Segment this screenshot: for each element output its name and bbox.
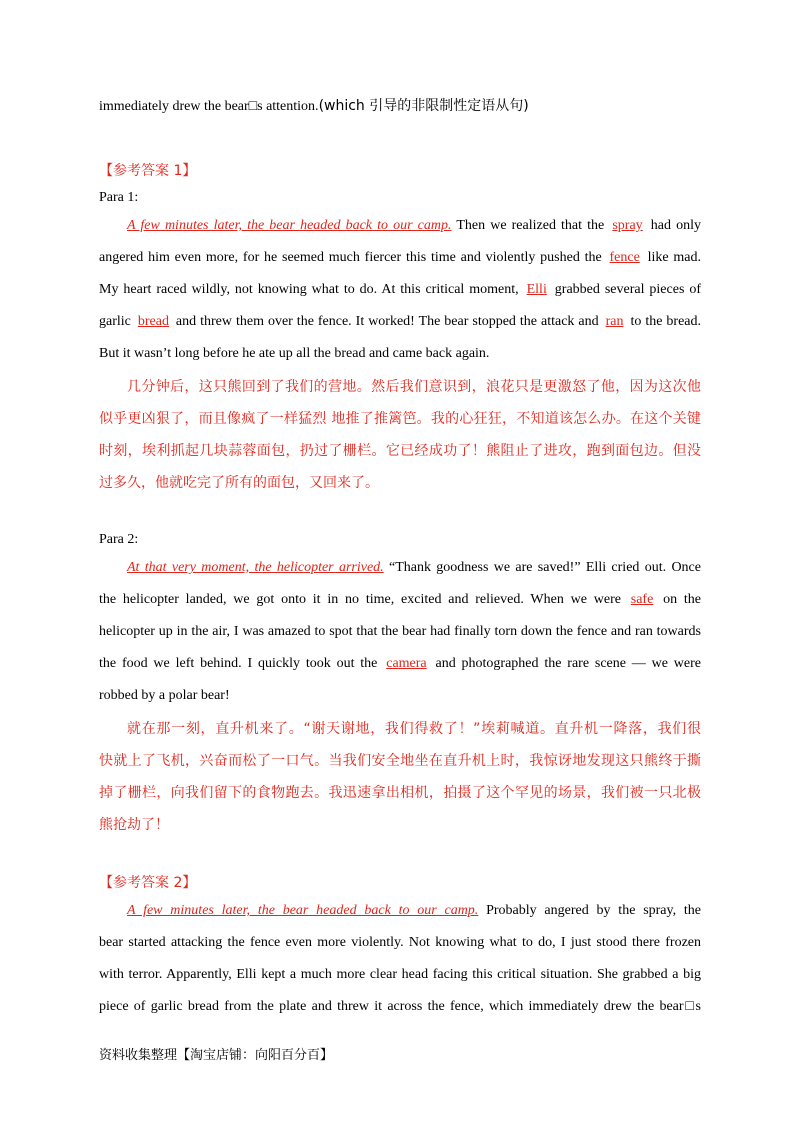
answer2-heading: 【参考答案 2】 xyxy=(99,875,197,891)
para1-line1: A few minutes later, the bear headed back to our camp. Then we realized that the spray had only xyxy=(127,218,701,233)
para2-translation-3: 掉了栅栏，向我们留下的食物跑去。我迅速拿出相机，拍摄了这个罕见的场景，我们被一只北极 xyxy=(99,785,701,801)
blank-answer: Elli xyxy=(526,282,547,297)
blank-answer: ran xyxy=(605,314,624,329)
answer2-line3: with terror. Apparently, Elli kept a much more clear head facing this critical situation. She grabbed a big xyxy=(99,967,701,982)
para1-line4: garlic bread and threw them over the fence. It worked! The bear stopped the attack and ran to the bread. xyxy=(99,314,702,329)
blank-answer: fence xyxy=(609,250,640,265)
para1-line5: But it wasn’t long before he ate up all the bread and came back again. xyxy=(99,346,490,361)
para2-line5: robbed by a polar bear! xyxy=(99,688,230,703)
para1-line3: My heart raced wildly, not knowing what to do. At this critical moment, Elli grabbed several pieces of xyxy=(99,282,702,297)
para1-translation-4: 过多久，他就吃完了所有的面包，又回来了。 xyxy=(99,475,379,491)
blank-answer: camera xyxy=(386,656,427,671)
para1-line2: angered him even more, for he seemed much fiercer this time and violently pushed the fence like mad. xyxy=(99,250,701,265)
answer2-line1: A few minutes later, the bear headed back to our camp. Probably angered by the spray, the xyxy=(127,903,701,918)
blank-answer: bread xyxy=(137,314,169,329)
para2-line2: the helicopter landed, we got onto it in no time, excited and relieved. When we were safe on the xyxy=(99,592,701,607)
para2-line4: the food we left behind. I quickly took out the camera and photographed the rare scene — we were xyxy=(99,656,701,671)
para2-translation-4: 熊抢劫了！ xyxy=(99,817,169,833)
para2-translation-2: 快就上了飞机，兴奋而松了一口气。当我们安全地坐在直升机上时，我惊讶地发现这只熊终于撕 xyxy=(99,753,701,769)
para2-label: Para 2: xyxy=(99,532,139,547)
answer2-line2: bear started attacking the fence even more violently. Not knowing what to do, I just stood there frozen xyxy=(99,935,701,950)
page-footer: 资料收集整理【淘宝店铺：向阳百分百】 xyxy=(99,1048,334,1063)
blank-answer: safe xyxy=(630,592,654,607)
para2-line1: At that very moment, the helicopter arrived. “Thank goodness we are saved!” Elli cried out. Once xyxy=(127,560,701,575)
para1-translation-2: 似乎更凶狠了，而且像疯了一样猛烈 地推了推篱笆。我的心狂狂，不知道该怎么办。在这个关键 xyxy=(99,411,701,427)
top-line: immediately drew the bear□s attention.(which 引导的非限制性定语从句) xyxy=(99,98,529,114)
answer2-line4: piece of garlic bread from the plate and threw it across the fence, which immediately drew the bear□s xyxy=(99,999,701,1014)
answer1-heading: 【参考答案 1】 xyxy=(99,163,197,179)
para2-line3: helicopter up in the air, I was amazed to spot that the bear had finally torn down the fence and ran towards xyxy=(99,624,701,639)
blank-answer: spray xyxy=(612,218,643,233)
para1-translation-3: 时刻，埃利抓起几块蒜蓉面包，扔过了栅栏。它已经成功了！熊阻止了进攻，跑到面包边。但没 xyxy=(99,443,701,459)
para1-translation-1: 几分钟后，这只熊回到了我们的营地。然后我们意识到，浪花只是更激怒了他，因为这次他 xyxy=(127,379,701,395)
para1-label: Para 1: xyxy=(99,190,139,205)
para2-translation-1: 就在那一刻，直升机来了。“谢天谢地，我们得救了！”埃莉喊道。直升机一降落，我们很 xyxy=(127,721,701,737)
